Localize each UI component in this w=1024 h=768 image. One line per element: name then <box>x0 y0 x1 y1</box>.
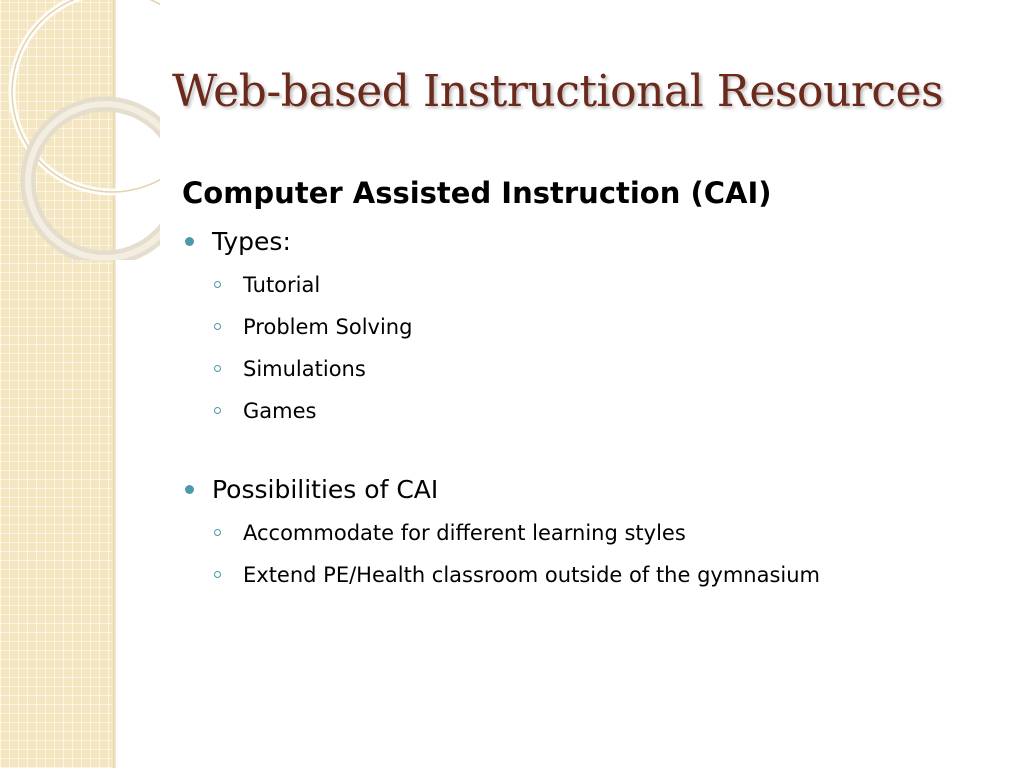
sub-list-item-label: Extend PE/Health classroom outside of the gymnasium <box>243 563 821 587</box>
sub-list-item <box>212 390 1002 432</box>
sub-list-item-label: Games <box>243 399 317 423</box>
decorative-ring-middle-inner <box>28 104 160 258</box>
list-item-types <box>182 222 1002 432</box>
decorative-rings <box>0 0 160 260</box>
sub-list-item <box>212 554 1002 596</box>
sub-list-item-label: Problem Solving <box>243 315 413 339</box>
sub-list-item <box>212 306 1002 348</box>
sub-list-item-label: Simulations <box>243 357 366 381</box>
slide-content <box>182 170 1002 596</box>
sub-bullet-list <box>212 512 1002 596</box>
list-item-possibilities <box>182 470 1002 596</box>
sub-list-item <box>212 348 1002 390</box>
sub-list-item <box>212 264 1002 306</box>
subheading: Computer Assisted Instruction (CAI) <box>182 176 772 210</box>
bullet-ring-icon <box>214 529 221 536</box>
slide-title: Web-based Instructional Resources <box>172 66 944 117</box>
bullet-ring-icon <box>214 365 221 372</box>
bullet-ring-icon <box>214 571 221 578</box>
bullet-ring-icon <box>214 281 221 288</box>
sub-bullet-list <box>212 264 1002 432</box>
sub-list-item-label: Accommodate for different learning styles <box>243 521 686 545</box>
list-item-label: Types: <box>212 227 291 256</box>
sub-list-item <box>212 512 1002 554</box>
bullet-ring-icon <box>214 323 221 330</box>
bullet-dot-icon <box>185 485 194 494</box>
bullet-ring-icon <box>214 407 221 414</box>
sub-list-item-label: Tutorial <box>243 273 321 297</box>
bullet-list <box>182 222 1002 596</box>
bullet-dot-icon <box>185 237 194 246</box>
list-item-label: Possibilities of CAI <box>212 475 439 504</box>
